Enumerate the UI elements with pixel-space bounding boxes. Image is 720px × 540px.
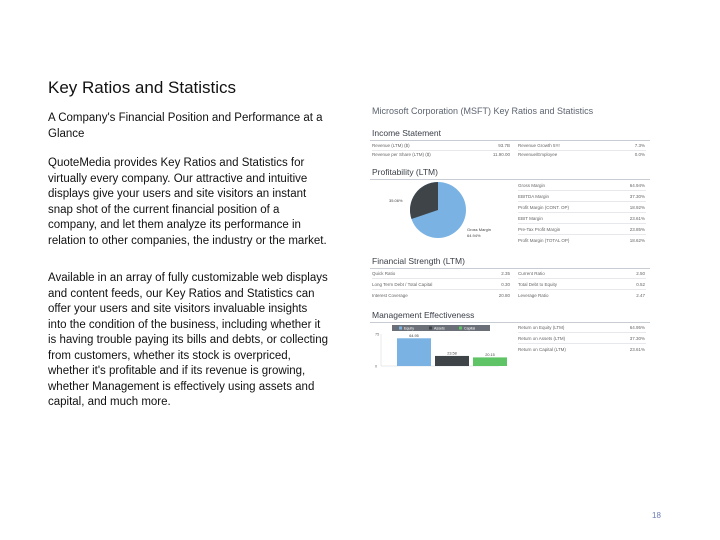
- row-divider: [372, 278, 510, 279]
- row-divider: [518, 289, 646, 290]
- metric-value: 7.3%: [634, 143, 645, 148]
- row-divider: [518, 234, 646, 235]
- row-divider: [518, 150, 646, 151]
- metric-value: 64.95%: [629, 325, 645, 330]
- metric-value: 18.62%: [629, 238, 645, 243]
- metric-label: Profit Margin (TOTAL OP): [518, 238, 570, 243]
- slide-title: Key Ratios and Statistics: [48, 78, 237, 97]
- metric-label: Profit Margin (CONT. OP): [518, 205, 570, 210]
- income-statement-heading: Income Statement: [372, 128, 441, 138]
- section-divider: [370, 268, 650, 269]
- description-paragraph: QuoteMedia provides Key Ratios and Statistics for virtually every company. Our attractive and intuitive displays give your users and site visitors an instant snap shot of the current financial position of a company, and let them analyze its performance in relation to other companies, the industry or the market.: [48, 157, 327, 247]
- legend-swatch: [459, 327, 462, 330]
- section-divider: [370, 140, 650, 141]
- row-divider: [518, 223, 646, 224]
- metric-label: Revenue/Employee: [518, 152, 558, 157]
- section-divider: [370, 179, 650, 180]
- row-divider: [518, 212, 646, 213]
- bar-capital: [473, 357, 507, 366]
- metric-value: 2.47: [636, 293, 645, 298]
- metric-value: 23.61%: [629, 347, 645, 352]
- metric-label: Return on Equity (LTM): [518, 325, 565, 330]
- metric-value: 2.35: [501, 271, 510, 276]
- pie-label: 64.94%: [467, 233, 481, 238]
- metric-label: Revenue Growth 5Yr: [518, 143, 561, 148]
- metric-value: 64.94%: [629, 183, 645, 188]
- row-divider: [518, 343, 646, 344]
- legend-swatch: [399, 327, 402, 330]
- intro-subtitle: A Company's Financial Position and Performance at a Glance: [48, 112, 323, 140]
- metric-value: 23.85%: [629, 227, 645, 232]
- metric-label: Total Debt to Equity: [518, 282, 558, 287]
- metric-value: 0.30: [501, 282, 510, 287]
- bar-value-label: 64.95: [409, 333, 419, 338]
- metric-value: 23.61%: [629, 216, 645, 221]
- row-divider: [518, 278, 646, 279]
- pie-label: Gross Margin: [467, 227, 492, 232]
- row-divider: [372, 150, 510, 151]
- bar-value-label: 23.58: [447, 351, 457, 356]
- metric-value: 11.90.00: [492, 152, 510, 157]
- metric-value: 18.92%: [629, 205, 645, 210]
- metric-label: Gross Margin: [518, 183, 546, 188]
- bar-equity: [397, 338, 431, 366]
- profitability-heading: Profitability (LTM): [372, 167, 438, 177]
- metric-value: 0.0%: [634, 152, 645, 157]
- legend-swatch: [429, 327, 432, 330]
- metric-label: Pre-Tax Profit Margin: [518, 227, 561, 232]
- row-divider: [518, 332, 646, 333]
- metric-value: 37.30%: [629, 194, 645, 199]
- metric-value: 93.7B: [498, 143, 510, 148]
- bar-value-label: 20.15: [485, 352, 495, 357]
- y-tick-label: 75: [375, 332, 380, 337]
- legend-label: Equity: [404, 326, 414, 331]
- financial-strength-heading: Financial Strength (LTM): [372, 256, 465, 266]
- metric-label: EBITDA Margin: [518, 194, 550, 199]
- key-ratios-widget: [367, 103, 657, 373]
- section-divider: [370, 322, 650, 323]
- pie-label: 35.06%: [389, 198, 403, 203]
- metric-value: 20.80: [498, 293, 510, 298]
- management-effectiveness-heading: Management Effectiveness: [372, 310, 475, 320]
- legend-label: Assets: [434, 326, 445, 331]
- metric-label: Long Term Debt / Total Capital: [372, 282, 433, 287]
- widget-title: Microsoft Corporation (MSFT) Key Ratios and Statistics: [372, 106, 594, 116]
- metric-label: Return on Assets (LTM): [518, 336, 566, 341]
- metric-label: Current Ratio: [518, 271, 545, 276]
- metric-label: Quick Ratio: [372, 271, 396, 276]
- metric-value: 37.30%: [629, 336, 645, 341]
- page-number: 18: [652, 511, 661, 520]
- bar-assets: [435, 356, 469, 366]
- metric-label: Revenue (LTM) ($): [372, 143, 410, 148]
- row-divider: [518, 190, 646, 191]
- availability-paragraph: Available in an array of fully customizable web displays and content feeds, our Key Ratios and Statistics can offer your users and site visitors invaluable insights into the condition of the business, including whether it is having trouble paying its bills and debts, or collecting from customers, whether its stock is overpriced, whether it's profitable and if its revenue is growing, whether Management is effectively using assets and capital, and much more.: [48, 272, 328, 408]
- metric-label: EBIT Margin: [518, 216, 543, 221]
- metric-value: 0.52: [636, 282, 645, 287]
- management-effectiveness-bar-chart: [367, 324, 507, 370]
- metric-label: Interest Coverage: [372, 293, 408, 298]
- metric-label: Leverage Ratio: [518, 293, 549, 298]
- metric-label: Return on Capital (LTM): [518, 347, 566, 352]
- metric-label: Revenue per Share (LTM) ($): [372, 152, 431, 157]
- legend-label: Capital: [464, 326, 476, 331]
- metric-value: 2.50: [636, 271, 645, 276]
- row-divider: [518, 201, 646, 202]
- y-tick-label: 0: [375, 364, 378, 369]
- row-divider: [372, 289, 510, 290]
